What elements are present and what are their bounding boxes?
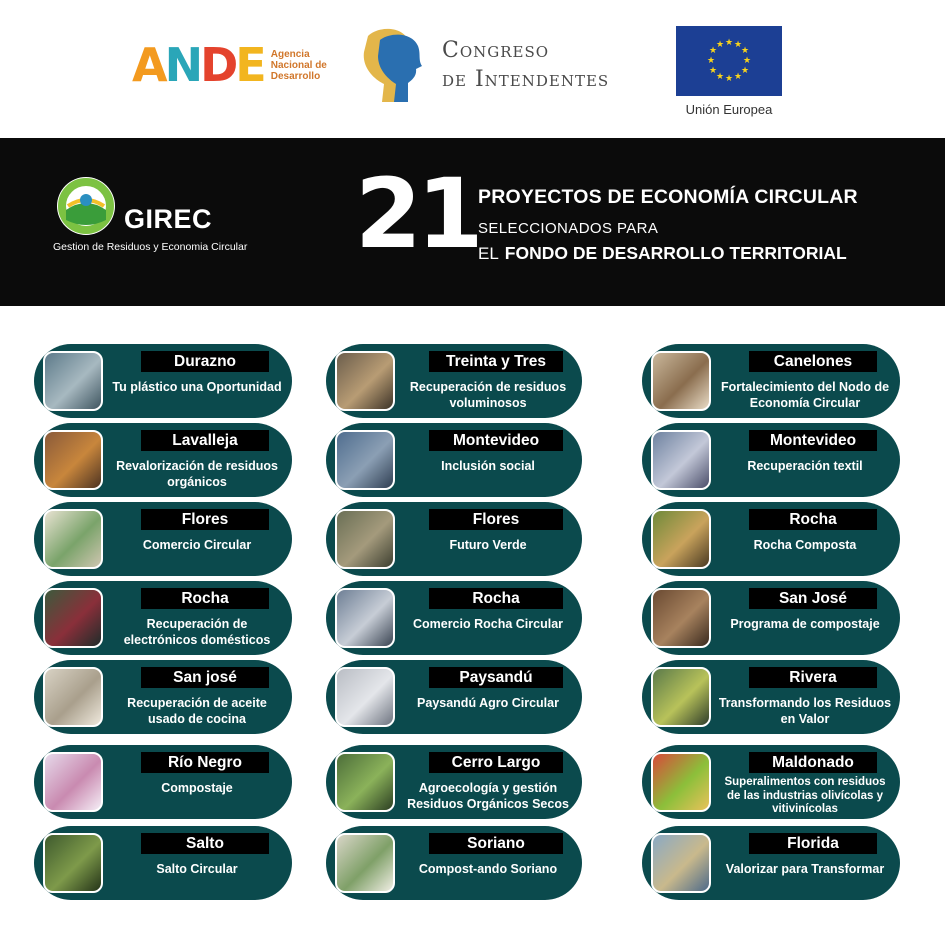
project-department: Rocha [749,509,877,530]
project-card [642,745,900,819]
project-department: Rocha [141,588,269,609]
project-department: Flores [429,509,563,530]
project-card [642,826,900,900]
project-photo [651,351,711,411]
project-card [34,826,292,900]
ande-wordmark: ANDE [132,38,264,92]
project-photo [335,588,395,648]
project-card [34,581,292,655]
project-name: Programa de compostaje [730,617,880,631]
project-card [642,423,900,497]
svg-text:★: ★ [708,46,718,56]
project-photo [43,509,103,569]
project-card [34,745,292,819]
project-photo [43,667,103,727]
project-card [326,826,582,900]
banner-headline: PROYECTOS DE ECONOMÍA CIRCULAR [478,186,858,208]
project-department: Montevideo [429,430,563,451]
project-photo [43,752,103,812]
project-department: Soriano [429,833,563,854]
project-name: Recuperación de residuos voluminosos [409,380,567,410]
project-name: Fortalecimiento del Nodo de Economía Circular [720,380,890,410]
project-department: Flores [141,509,269,530]
project-photo [651,509,711,569]
project-name: Revalorización de residuos orgánicos [116,459,278,489]
eu-caption: Unión Europea [685,102,773,117]
girec-circle-logo-icon [56,176,116,241]
project-name: Valorizar para Transformar [725,862,885,876]
project-name: Futuro Verde [449,538,527,552]
project-card [326,502,582,576]
girec-subtitle: Gestion de Residuos y Economia Circular [53,241,248,253]
project-photo [335,430,395,490]
project-department: Durazno [141,351,269,372]
eu-flag-icon [676,26,782,96]
project-photo [335,752,395,812]
heads-profile-icon [360,26,430,106]
project-name: Comercio Rocha Circular [412,617,564,631]
banner-subline: SELECCIONADOS PARA [478,220,659,237]
header-banner [0,138,945,306]
svg-text:★: ★ [740,66,750,76]
project-card [326,344,582,418]
project-department: Florida [749,833,877,854]
congreso-title-line2: de Intendentes [442,67,610,92]
project-card [326,581,582,655]
project-card [34,344,292,418]
project-card [642,502,900,576]
project-card [326,423,582,497]
project-name: Inclusión social [441,459,535,473]
project-photo [43,833,103,893]
project-photo [43,430,103,490]
project-card [326,745,582,819]
project-name: Recuperación de electrónicos domésticos [123,617,271,647]
project-name: Recuperación de aceite usado de cocina [127,696,267,726]
svg-text:★: ★ [740,46,750,56]
svg-text:★: ★ [715,72,725,82]
project-photo [43,351,103,411]
project-photo [651,833,711,893]
project-name: Agroecología y gestión Residuos Orgánicos Secos [407,781,569,811]
congreso-de-intendentes-logo [360,26,660,106]
project-department: Maldonado [749,752,877,773]
project-department: Cerro Largo [429,752,563,773]
project-photo [651,752,711,812]
project-department: Salto [141,833,269,854]
project-photo [335,509,395,569]
svg-text:★: ★ [733,72,743,82]
svg-text:★: ★ [706,56,716,66]
logo-strip [0,0,945,138]
banner-fund-line: EL FONDO DE DESARROLLO TERRITORIAL [478,243,847,263]
svg-text:★: ★ [715,40,725,50]
project-name: Tu plástico una Oportunidad [112,380,282,394]
project-name: Comercio Circular [142,538,252,552]
project-photo [335,351,395,411]
svg-text:★: ★ [733,40,743,50]
svg-text:★: ★ [724,38,734,48]
project-name: Recuperación textil [747,459,863,473]
project-name: Compostaje [161,781,233,795]
project-card [34,502,292,576]
project-name: Salto Circular [156,862,238,876]
project-card [642,344,900,418]
project-department: Canelones [749,351,877,372]
project-photo [651,430,711,490]
project-card [34,423,292,497]
ande-logo [132,38,327,92]
project-department: Rivera [749,667,877,688]
ande-subtitle: Agencia Nacional de Desarrollo [270,48,327,82]
project-department: Rocha [429,588,563,609]
project-department: Montevideo [749,430,877,451]
svg-text:★: ★ [724,74,734,84]
project-card [642,660,900,734]
project-department: Paysandú [429,667,563,688]
project-name: Rocha Composta [753,538,857,552]
project-department: Treinta y Tres [429,351,563,372]
congreso-title-line1: Congreso [442,38,550,63]
project-count: 21 [355,158,479,270]
project-photo [335,667,395,727]
project-name: Compost-ando Soriano [418,862,558,876]
project-card [326,660,582,734]
project-department: Río Negro [141,752,269,773]
project-card [34,660,292,734]
eu-logo [676,26,782,117]
girec-name: GIREC [124,204,213,234]
project-name: Transformando los Residuos en Valor [718,696,892,726]
project-photo [651,667,711,727]
project-department: San josé [141,667,269,688]
project-photo [651,588,711,648]
svg-text:★: ★ [742,56,752,66]
project-name: Superalimentos con residuos de las industrias olivícolas y vitivinícolas [724,776,886,815]
project-photo [43,588,103,648]
project-photo [335,833,395,893]
project-name: Paysandú Agro Circular [417,696,559,710]
project-card [642,581,900,655]
project-department: San José [749,588,877,609]
project-department: Lavalleja [141,430,269,451]
svg-text:★: ★ [708,66,718,76]
